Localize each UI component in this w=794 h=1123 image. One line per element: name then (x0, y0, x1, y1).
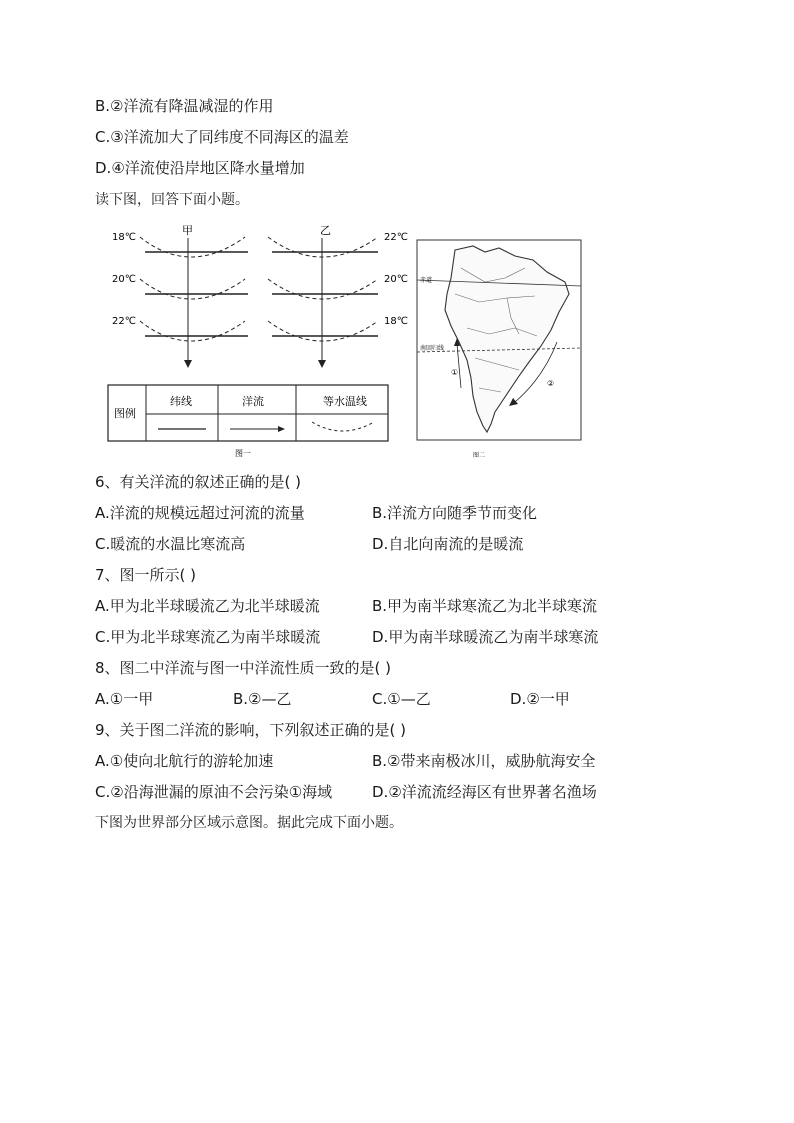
legend-current-label: 洋流 (242, 395, 264, 408)
figure-1-diagram (100, 222, 408, 462)
current-arrow-head (318, 360, 326, 368)
question-7-option-a[interactable]: A.甲为北半球暖流乙为北半球暖流 (95, 597, 320, 615)
current-arrow-head (184, 360, 192, 368)
question-6-option-c[interactable]: C.暖流的水温比寒流高 (95, 535, 246, 553)
legend-isotherm-label: 等水温线 (323, 395, 367, 408)
current-1-label: ① (451, 368, 459, 377)
right-temp-1: 22℃ (384, 232, 408, 243)
right-temp-3: 18℃ (384, 316, 408, 327)
intro-text-2: 下图为世界部分区域示意图。据此完成下面小题。 (95, 815, 403, 831)
isotherm-line (140, 321, 245, 341)
question-8-option-b[interactable]: B.②—乙 (233, 690, 292, 708)
figure-1-caption: 图一 (235, 449, 251, 458)
intro-text-1: 读下图，回答下面小题。 (95, 192, 249, 208)
legend-isotherm-symbol (312, 422, 374, 431)
legend-latitude-label: 纬线 (170, 395, 192, 408)
question-8-option-c[interactable]: C.①—乙 (372, 690, 431, 708)
question-6-option-b[interactable]: B.洋流方向随季节而变化 (372, 504, 538, 522)
prev-option-d: D.④洋流使沿岸地区降水量增加 (95, 159, 305, 177)
label-jia: 甲 (182, 224, 193, 237)
question-9-option-b[interactable]: B.②带来南极冰川，威胁航海安全 (372, 752, 596, 770)
question-6-stem: 6、有关洋流的叙述正确的是( ) (95, 473, 302, 491)
prev-option-b: B.②洋流有降温减湿的作用 (95, 97, 274, 115)
legend-title: 图例 (114, 407, 136, 420)
figure-2-caption: 图二 (473, 452, 486, 459)
question-9-stem: 9、关于图二洋流的影响，下列叙述正确的是( ) (95, 721, 407, 739)
question-9-option-d[interactable]: D.②洋流流经海区有世界著名渔场 (372, 783, 597, 801)
isotherm-line (268, 279, 378, 299)
question-6-option-a[interactable]: A.洋流的规模远超过河流的流量 (95, 504, 305, 522)
left-temp-3: 22℃ (112, 316, 136, 327)
figure-2-map (415, 238, 587, 463)
left-temp-1: 18℃ (112, 232, 136, 243)
right-temp-2: 20℃ (384, 274, 408, 285)
question-8-option-a[interactable]: A.①一甲 (95, 690, 154, 708)
question-9-option-a[interactable]: A.①使向北航行的游轮加速 (95, 752, 274, 770)
question-8-stem: 8、图二中洋流与图一中洋流性质一致的是( ) (95, 659, 392, 677)
left-temp-2: 20℃ (112, 274, 136, 285)
question-7-stem: 7、图一所示( ) (95, 566, 197, 584)
isotherm-line (268, 321, 378, 341)
current-2-label: ② (547, 379, 555, 388)
question-7-option-c[interactable]: C.甲为北半球寒流乙为南半球暖流 (95, 628, 321, 646)
question-7-option-b[interactable]: B.甲为南半球寒流乙为北半球寒流 (372, 597, 598, 615)
question-8-option-d[interactable]: D.②一甲 (510, 690, 570, 708)
equator-label: 赤道 (420, 277, 433, 284)
question-9-option-c[interactable]: C.②沿海泄漏的原油不会污染①海域 (95, 783, 333, 801)
question-6-option-d[interactable]: D.自北向南流的是暖流 (372, 535, 524, 553)
tropic-label: 南回归线 (420, 345, 445, 352)
isotherm-line (268, 237, 378, 257)
isotherm-line (140, 279, 245, 299)
isotherm-line (140, 237, 245, 257)
question-7-option-d[interactable]: D.甲为南半球暖流乙为南半球寒流 (372, 628, 599, 646)
legend-box (108, 385, 388, 441)
label-yi: 乙 (320, 224, 331, 237)
prev-option-c: C.③洋流加大了同纬度不同海区的温差 (95, 128, 349, 146)
